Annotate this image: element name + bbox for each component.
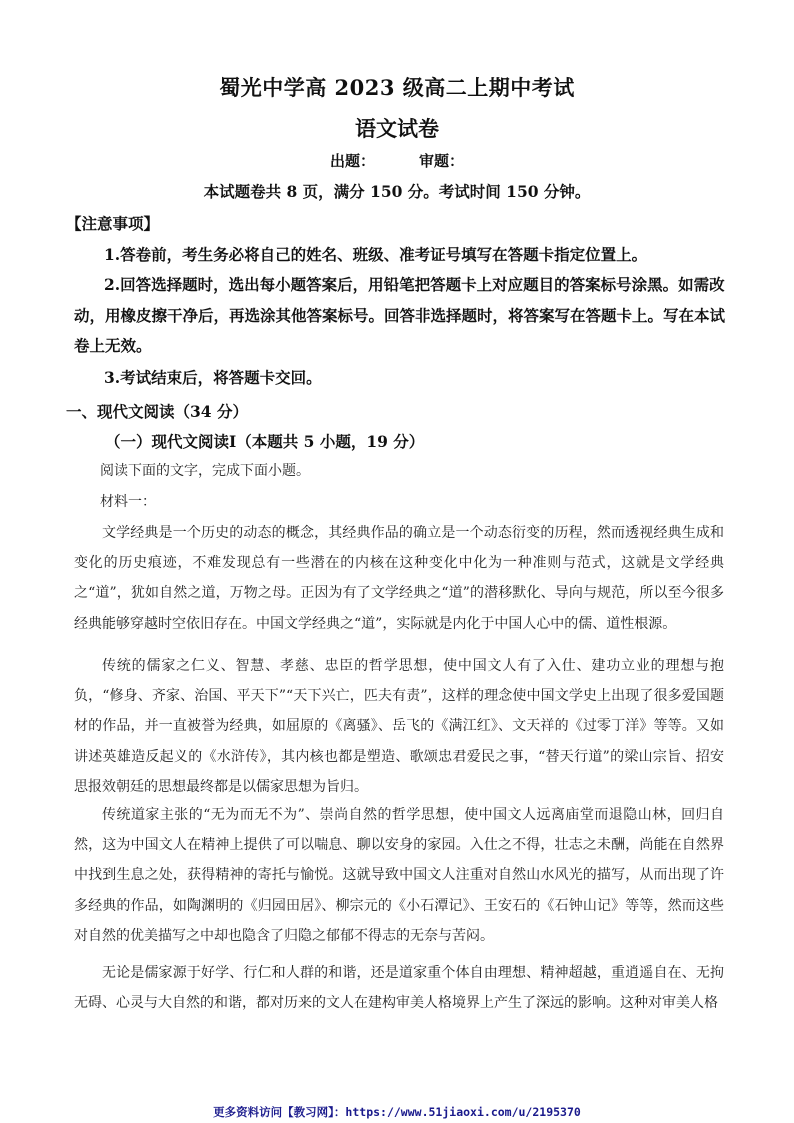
passage-paragraph: 传统道家主张的“无为而无不为”、崇尚自然的哲学思想，使中国文人远离庙堂而退隐山林，回归自然，这为中国文人在精神上提供了可以喘息、聊以安身的家园。入仕之不得，壮志之未酬，尚能在自然界中找到生息之处，获得精神的寄托与愉悦。这就导致中国文人注重对自然山水风光的描写，从而出现了许多经典的作品，如陶渊明的《归园田居》、柳宗元的《小石潭记》、王安石的《石钟山记》等等，然而这些对自然的优美描写之中却也隐含了归隐之郁郁不得志的无奈与苦闷。	[74, 807, 724, 944]
exam-title: 蜀光中学高 2023 级高二上期中考试	[219, 75, 575, 100]
notice-item: 2.回答选择题时，选出每小题答案后，用铅笔把答题卡上对应题目的答案标号涂黑。如需改动，用橡皮擦干净后，再选涂其他答案标号。回答非选择题时，将答案写在答题卡上。写在本试卷上无效。	[74, 275, 726, 355]
subsection-heading: （一）现代文阅读Ⅰ（本题共 5 小题，19 分）	[105, 432, 425, 451]
notice-item: 3.考试结束后，将答题卡交回。	[104, 368, 322, 387]
setter-label: 出题：	[329, 152, 375, 170]
reading-instruction: 阅读下面的文字，完成下面小题。	[100, 463, 310, 479]
footer-link[interactable]: 更多资料访问【教习网】：https://www.51jiaoxi.com/u/2195370	[213, 1105, 581, 1119]
reviewer-label: 审题：	[419, 152, 465, 170]
passage-paragraph: 传统的儒家之仁义、智慧、孝慈、忠臣的哲学思想，使中国文人有了入仕、建功立业的理想与抱负，“修身、齐家、治国、平天下”“天下兴亡，匹夫有责”，这样的理念使中国文学史上出现了很多爱国题材的作品，并一直被誉为经典，如屈原的《离骚》、岳飞的《满江红》、文天祥的《过零丁洋》等等。又如讲述英雄造反起义的《水浒传》，其内核也都是塑造、歌颂忠君爱民之事，“替天行道”的梁山宗旨、招安思报效朝廷的思想最终都是以儒家思想为旨归。	[74, 658, 724, 795]
setter-line	[0, 150, 794, 171]
exam-info: 本试题卷共 8 页，满分 150 分。考试时间 150 分钟。	[203, 182, 591, 201]
notice-heading: 【注意事项】	[66, 214, 160, 233]
notice-item: 1.答卷前，考生务必将自己的姓名、班级、准考证号填写在答题卡指定位置上。	[104, 245, 648, 264]
section-heading: 一、现代文阅读（34 分）	[66, 402, 248, 421]
passage-paragraph: 文学经典是一个历史的动态的概念，其经典作品的确立是一个动态衍变的历程，然而透视经典生成和变化的历史痕迹，不难发现总有一些潜在的内核在这种变化中化为一种准则与范式，这就是文学经典之“道”，犹如自然之道，万物之母。正因为有了文学经典之“道”的潜移默化、导向与规范，所以至今很多经典能够穿越时空依旧存在。中国文学经典之“道”，实际就是内化于中国人心中的儒、道性根源。	[74, 525, 724, 632]
exam-subtitle: 语文试卷	[355, 116, 439, 141]
passage-paragraph: 无论是儒家源于好学、行仁和人群的和谐，还是道家重个体自由理想、精神超越，重逍遥自在、无拘无碍、心灵与大自然的和谐，都对历来的文人在建构审美人格境界上产生了深远的影响。这种对审美人格	[74, 965, 724, 1012]
material-label: 材料一：	[100, 494, 156, 510]
